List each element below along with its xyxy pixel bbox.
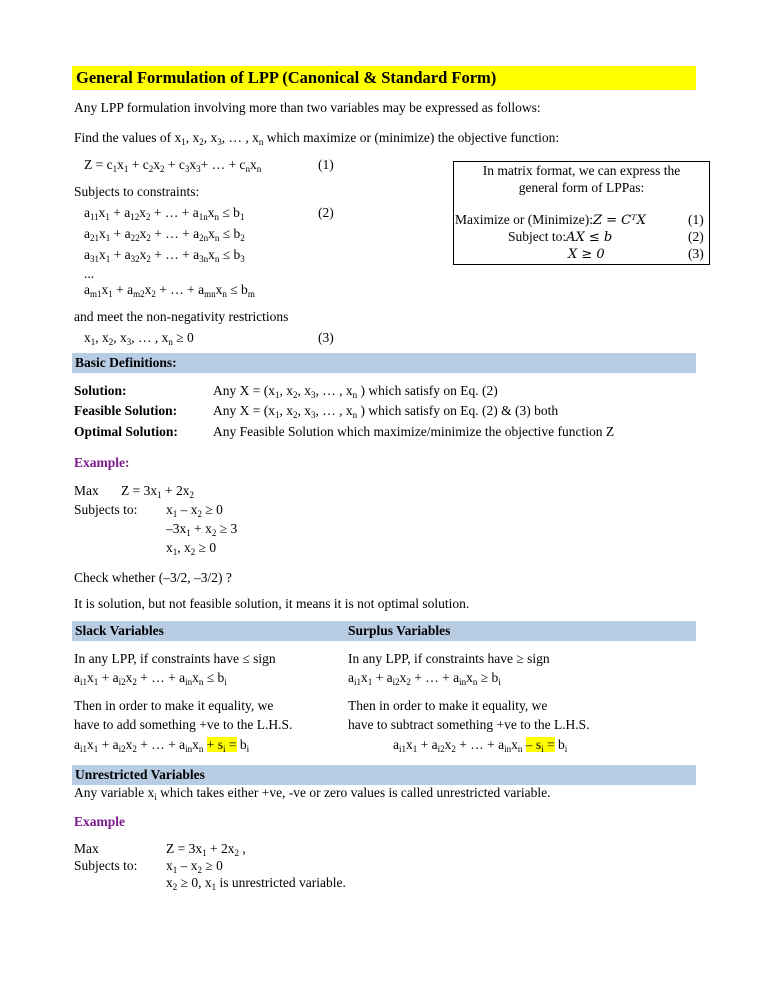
eq-number-2: (2) bbox=[318, 205, 334, 220]
constraint-row-1: $a_{11}x_1 + a_{12}x_2$ + … + $a_{1n}x_n \le b_1$ bbox=[84, 205, 245, 222]
example-constraint-1: $x_1 - x_2 \ge 0$ bbox=[166, 502, 223, 519]
intro-text: Any LPP formulation involving more than two variables may be expressed as follows: bbox=[74, 100, 541, 115]
nonneg-label: and meet the non-negativity restrictions bbox=[74, 309, 289, 324]
slack-line-1: In any LPP, if constraints have ≤ sign bbox=[74, 651, 276, 666]
term-feasible: Feasible Solution: bbox=[74, 403, 178, 418]
matrix-row-1: Maximize or (Minimize):Z = CᵀX bbox=[455, 212, 646, 228]
objective-function: $Z = c_1x_1 + c_2x_2 + c_3x_3+$ … + $c_nx_n$ bbox=[84, 157, 262, 174]
surplus-line-2: $a_{i1}x_1 + a_{i2}x_2$ + … + $a_{in}x_n \ge b_i$ bbox=[348, 670, 501, 687]
term-optimal: Optimal Solution: bbox=[74, 424, 178, 439]
basic-definitions-header: Basic Definitions: bbox=[72, 353, 696, 373]
slack-line-3: Then in order to make it equality, we bbox=[74, 698, 274, 713]
constraint-row-m: $a_{m1}x_1 + a_{m2}x_2$ + … + $a_{mn}x_n \le b_m$ bbox=[84, 282, 255, 299]
example2-label: Example bbox=[74, 814, 126, 829]
matrix-num-1: (1) bbox=[688, 212, 704, 227]
matrix-num-3: (3) bbox=[688, 246, 704, 261]
surplus-equation: $a_{i1}x_1 + a_{i2}x_2$ + … + $a_{in}x_n - s_i = b_i$ bbox=[393, 737, 568, 754]
example2-note: $x_2 \ge 0$, $x_1$ is unrestricted variable. bbox=[166, 875, 346, 892]
eq-number-1: (1) bbox=[318, 157, 334, 172]
constraint-row-3: $a_{31}x_1 + a_{32}x_2$ + … + $a_{3n}x_n \le b_3$ bbox=[84, 247, 245, 264]
example-label: Example: bbox=[74, 455, 130, 470]
matrix-row-2: Subject to:AX ≤ b bbox=[508, 229, 613, 245]
definition-feasible: Any $X = (x_1$, $x_2$, $x_3$, … , $x_n$ ) which satisfy on Eq. (2) & (3) both bbox=[213, 403, 559, 420]
example-check: Check whether (–3/2, –3/2) ? bbox=[74, 570, 232, 585]
example-constraint-2: $-3x_1 + x_2 \ge 3$ bbox=[166, 521, 238, 538]
example-constraint-3: $x_1$, $x_2 \ge 0$ bbox=[166, 540, 217, 557]
example-max-label: Max bbox=[74, 483, 99, 498]
surplus-line-3: Then in order to make it equality, we bbox=[348, 698, 548, 713]
unrestricted-header: Unrestricted Variables bbox=[72, 765, 696, 785]
example-conclusion: It is solution, but not feasible solution, it means it is not optimal solution. bbox=[74, 596, 470, 611]
constraint-row-2: $a_{21}x_1 + a_{22}x_2$ + … + $a_{2n}x_n \le b_2$ bbox=[84, 226, 245, 243]
matrix-row-3: X ≥ 0 bbox=[568, 247, 605, 262]
surplus-header: Surplus Variables bbox=[348, 623, 451, 638]
slack-line-2: $a_{i1}x_1 + a_{i2}x_2$ + … + $a_{in}x_n \le b_i$ bbox=[74, 670, 227, 687]
term-solution: Solution: bbox=[74, 383, 127, 398]
surplus-line-4: have to subtract something +ve to the L.H.S. bbox=[348, 717, 590, 732]
slack-equation: $a_{i1}x_1 + a_{i2}x_2$ + … + $a_{in}x_n + s_i = b_i$ bbox=[74, 737, 250, 754]
example2-constraint: $x_1 - x_2 \ge 0$ bbox=[166, 858, 223, 875]
constraint-row-ellipsis: ... bbox=[84, 266, 95, 281]
matrix-num-2: (2) bbox=[688, 229, 704, 244]
unrestricted-definition: Any variable $x_i$ which takes either +ve, -ve or zero values is called unrestricted variable. bbox=[74, 785, 551, 802]
surplus-line-1: In any LPP, if constraints have ≥ sign bbox=[348, 651, 550, 666]
page-title: General Formulation of LPP (Canonical & Standard Form) bbox=[76, 68, 497, 87]
example2-max-label: Max bbox=[74, 841, 99, 856]
nonneg-row: $x_1$, $x_2$, $x_3$, … , $x_n \ge 0$ bbox=[84, 330, 194, 347]
example2-subject-label: Subjects to: bbox=[74, 858, 138, 873]
matrix-heading-1: In matrix format, we can express the bbox=[482, 163, 681, 178]
find-line: Find the values of $x_1$, $x_2$, $x_3$, … , $x_n$ which maximize or (minimize) the objective function: bbox=[74, 130, 560, 147]
eq-number-3: (3) bbox=[318, 330, 334, 345]
example2-objective: $Z = 3x_1 + 2x_2$ , bbox=[166, 841, 246, 858]
definition-optimal: Any Feasible Solution which maximize/minimize the objective function Z bbox=[213, 424, 615, 439]
example-objective: $Z = 3x_1 + 2x_2$ bbox=[121, 483, 194, 500]
slack-line-4: have to add something +ve to the L.H.S. bbox=[74, 717, 293, 732]
definition-solution: Any $X = (x_1$, $x_2$, $x_3$, … , $x_n$ ) which satisfy on Eq. (2) bbox=[213, 383, 498, 400]
constraints-label: Subjects to constraints: bbox=[74, 184, 200, 199]
example-subject-label: Subjects to: bbox=[74, 502, 138, 517]
matrix-heading-2: general form of LPPas: bbox=[518, 180, 645, 195]
slack-header: Slack Variables bbox=[75, 623, 164, 638]
